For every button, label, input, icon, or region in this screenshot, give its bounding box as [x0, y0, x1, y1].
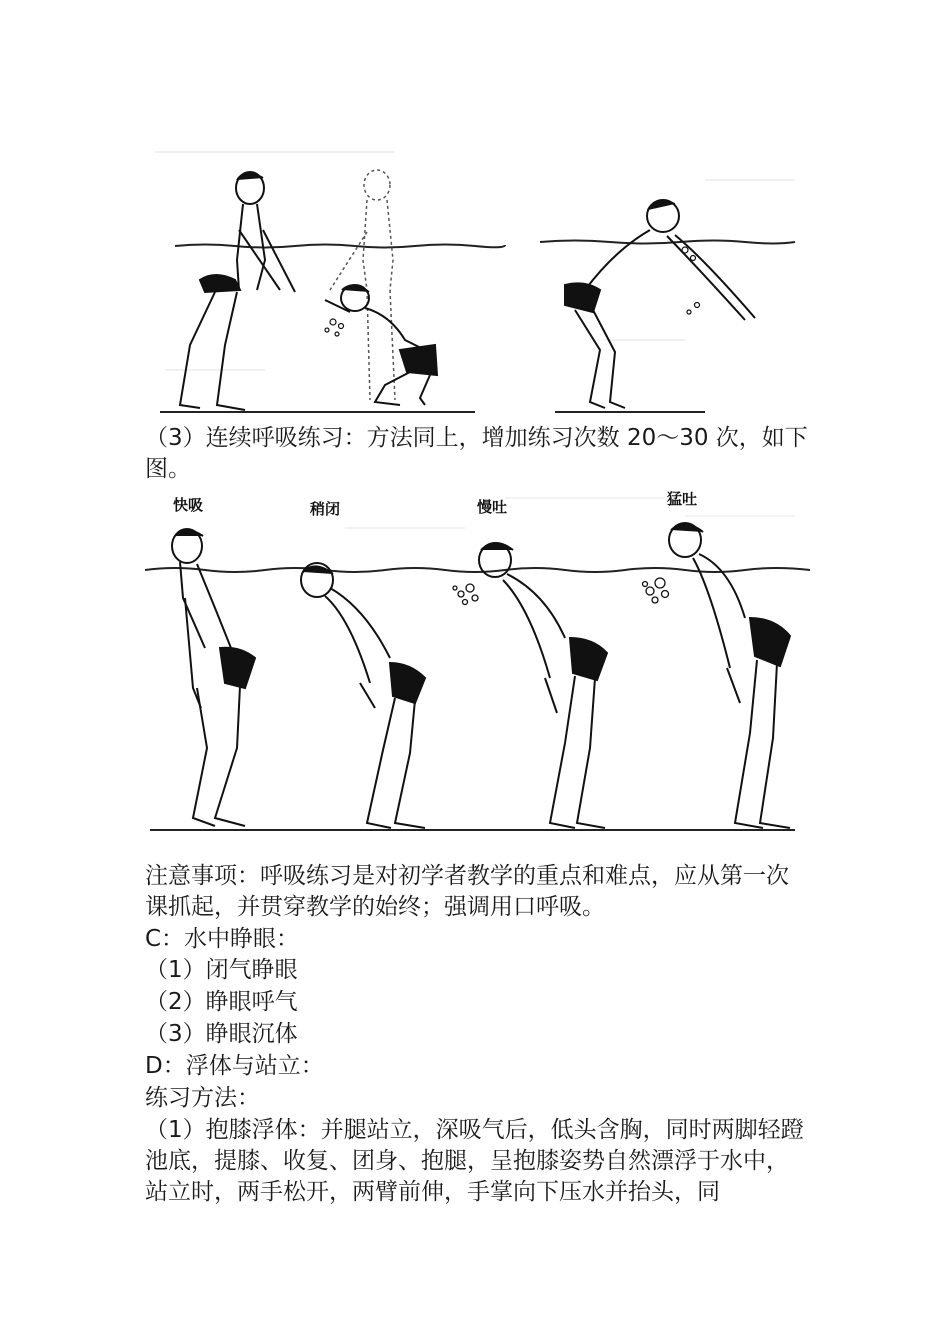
bubbles-icon — [643, 578, 669, 603]
paragraph-continuous-breathing: （3）连续呼吸练习：方法同上，增加练习次数 20～30 次，如下图。 — [145, 425, 808, 482]
figure-top — [145, 140, 810, 420]
figure-slow-exhale — [479, 543, 607, 828]
paragraph-knee-hug-float: （1）抱膝浮体：并腿站立，深吸气后，低头含胸，同时两脚轻蹬池底，提膝、收复、团身、抱腿，呈抱膝姿势自然漂浮于水中，站立时，两手松开，两臂前伸，手掌向下压水并抬头，同 — [145, 1117, 804, 1205]
paragraph-notes: 注意事项：呼吸练习是对初学者教学的重点和难点，应从第一次课抓起，并贯穿教学的始终；强调用口呼吸。 — [145, 863, 789, 920]
stage-label-forceful-exhale: 猛吐 — [667, 490, 698, 508]
list-item: （2）睁眼呼气 — [145, 989, 298, 1015]
swimming-breathing-practice-illustration — [145, 140, 810, 420]
stage-label-slow-exhale: 慢吐 — [477, 498, 508, 516]
list-item: （3）睁眼沉体 — [145, 1021, 298, 1047]
heading-section-d: D：浮体与站立： — [145, 1053, 324, 1079]
stage-label-quick-inhale: 快吸 — [173, 496, 204, 514]
figure-slightly-closed — [301, 563, 425, 828]
bubbles-icon — [453, 584, 478, 605]
breathing-stages-illustration — [145, 488, 810, 840]
heading-practice-method: 练习方法： — [145, 1085, 260, 1111]
heading-section-c: C：水中睁眼： — [145, 926, 300, 952]
stage-label-slightly-closed: 稍闭 — [310, 500, 341, 518]
list-item: （1）闭气睁眼 — [145, 957, 298, 983]
figure-breathing-stages — [145, 488, 810, 840]
figure-quick-inhale — [172, 529, 255, 826]
